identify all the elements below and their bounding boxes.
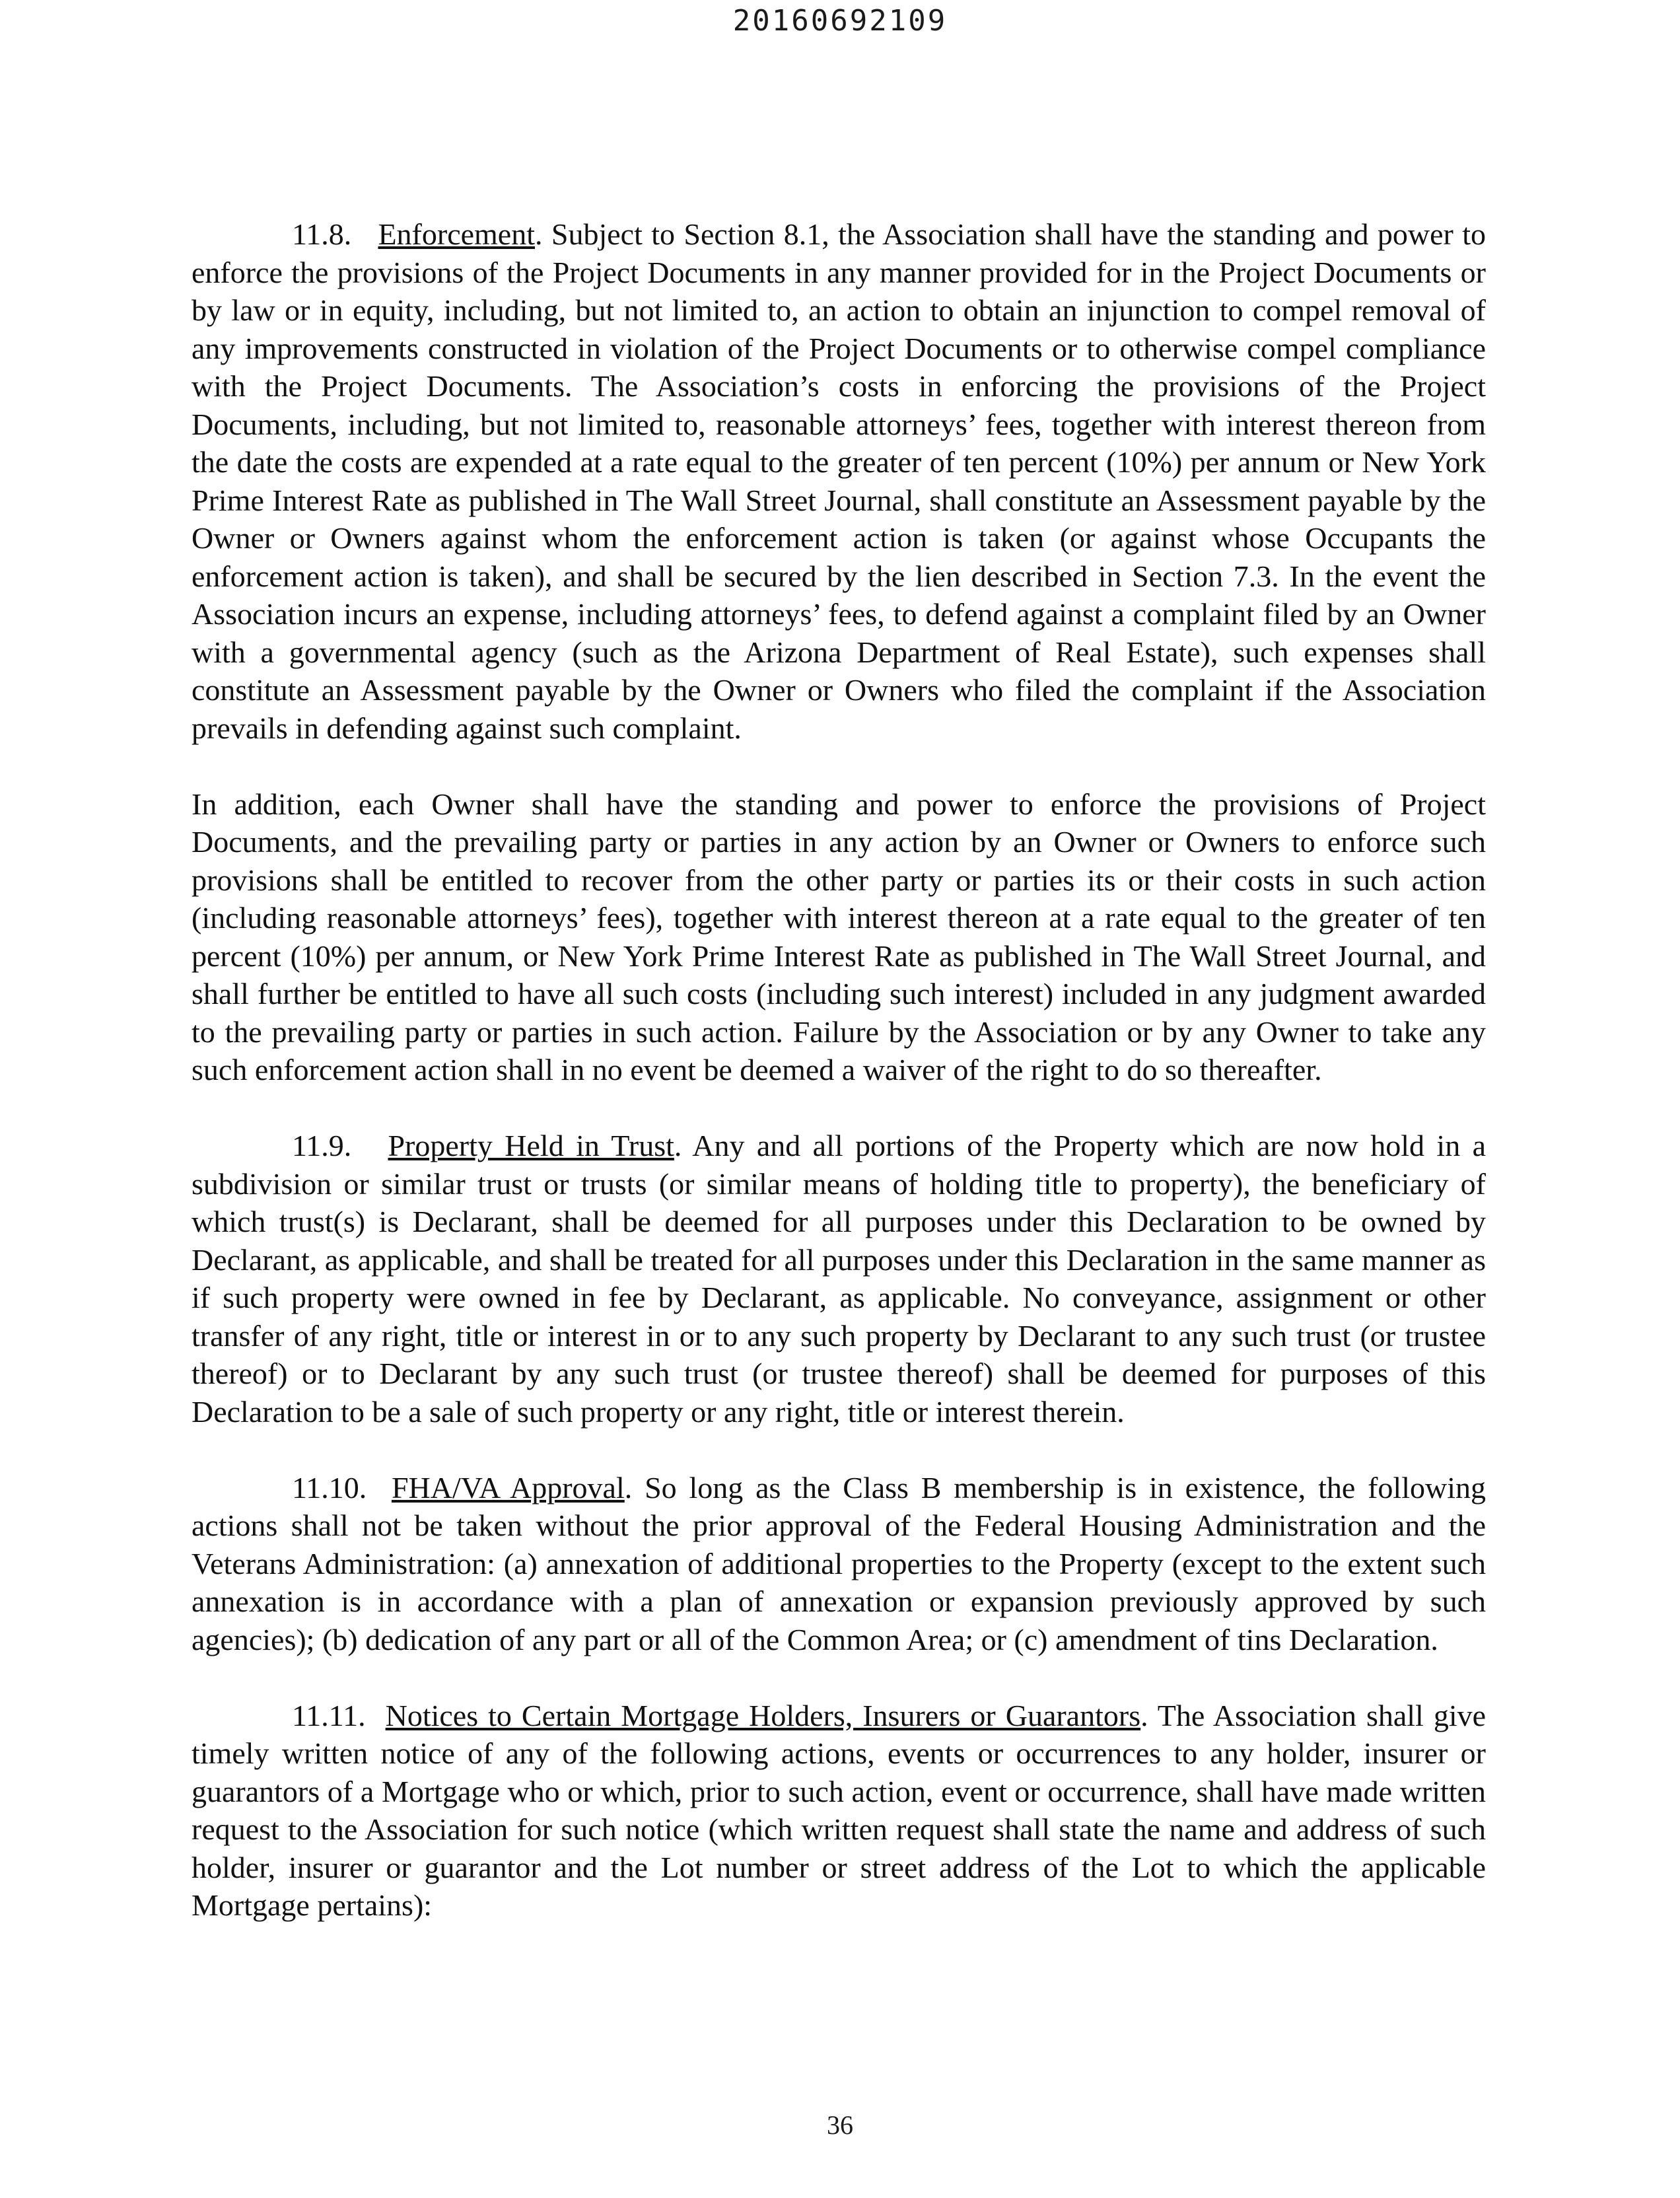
section-text: . So long as the Class B membership is in existence, the following actions shall not be taken without the prior approval of the Federal Housing Administration and the Veterans Administration: (a) annexation of additional properties to the Property (except to the extent such annexation is in accordance with a plan of annexation or expansion previously approved by such agencies); (b) dedication of any part or all of the Common Area; or (c) amendment of tins Declaration. [192,1470,1486,1656]
section-number: 11.11. [292,1698,366,1732]
section-text: . Any and all portions of the Property which are now hold in a subdivision or similar trust or trusts (or similar means of holding title to property), the beneficiary of which trust(s) is Declarant, shall be deemed for all purposes under this Declaration to be owned by Declarant, as applicable, and shall be treated for all purposes under this Declaration in the same manner as if such property were owned in fee by Declarant, as applicable. No conveyance, assignment or other transfer of any right, title or interest in or to any such property by Declarant to any such trust (or trustee thereof) or to Declarant by any such trust (or trustee thereof) shall be deemed for purposes of this Declaration to be a sale of such property or any right, title or interest therein. [192,1129,1487,1429]
document-body [192,215,1486,1962]
section-11-10 [192,1469,1486,1659]
section-heading: Notices to Certain Mortgage Holders, Insurers or Guarantors [385,1698,1141,1732]
section-11-8 [192,215,1486,747]
section-11-8-continued [192,785,1486,1089]
section-11-9 [192,1127,1486,1431]
section-number: 11.9. [292,1129,352,1162]
section-heading: Enforcement [378,217,535,251]
section-number: 11.8. [292,217,352,251]
section-11-11 [192,1697,1486,1925]
document-number: 20160692109 [732,4,948,38]
section-text: . Subject to Section 8.1, the Association shall have the standing and power to enforce the provisions of the Project Documents in any manner provided for in the Project Documents or by law or in equity, including, but not limited to, an action to obtain an injunction to compel removal of any improvements constructed in violation of the Project Documents or to otherwise compel compliance with the Project Documents. The Association’s costs in enforcing the provisions of the Project Documents, including, but not limited to, reasonable attorneys’ fees, together with interest thereon from the date the costs are expended at a rate equal to the greater of ten percent (10%) per annum or New York Prime Interest Rate as published in The Wall Street Journal, shall constitute an Assessment payable by the Owner or Owners against whom the enforcement action is taken (or against whose Occupants the enforcement action is taken), and shall be secured by the lien described in Section 7.3. In the event the Association incurs an expense, including attorneys’ fees, to defend against a complaint filed by an Owner with a governmental agency (such as the Arizona Department of Real Estate), such expenses shall constitute an Assessment payable by the Owner or Owners who filed the complaint if the Association prevails in defending against such complaint. [192,217,1486,745]
section-heading: FHA/VA Approval [391,1470,625,1505]
section-heading: Property Held in Trust [388,1129,674,1162]
section-text: In addition, each Owner shall have the standing and power to enforce the provisions of Project Documents, and the prevailing party or parties in any action by an Owner or Owners to enforce such provisions shall be entitled to recover from the other party or parties its or their costs in such action (including reasonable attorneys’ fees), together with interest thereon at a rate equal to the greater of ten percent (10%) per annum, or New York Prime Interest Rate as published in The Wall Street Journal, and shall further be entitled to have all such costs (including such interest) included in any judgment awarded to the prevailing party or parties in such action. Failure by the Association or by any Owner to take any such enforcement action shall in no event be deemed a waiver of the right to do so thereafter. [192,787,1486,1086]
page-number: 36 [827,2110,853,2140]
section-text: . The Association shall give timely written notice of any of the following actions, events or occurrences to any holder, insurer or guarantors of a Mortgage who or which, prior to such action, event or occurrence, shall have made written request to the Association for such notice (which written request shall state the name and address of such holder, insurer or guarantor and the Lot number or street address of the Lot to which the applicable Mortgage pertains): [192,1698,1487,1922]
section-number: 11.10. [292,1470,367,1505]
